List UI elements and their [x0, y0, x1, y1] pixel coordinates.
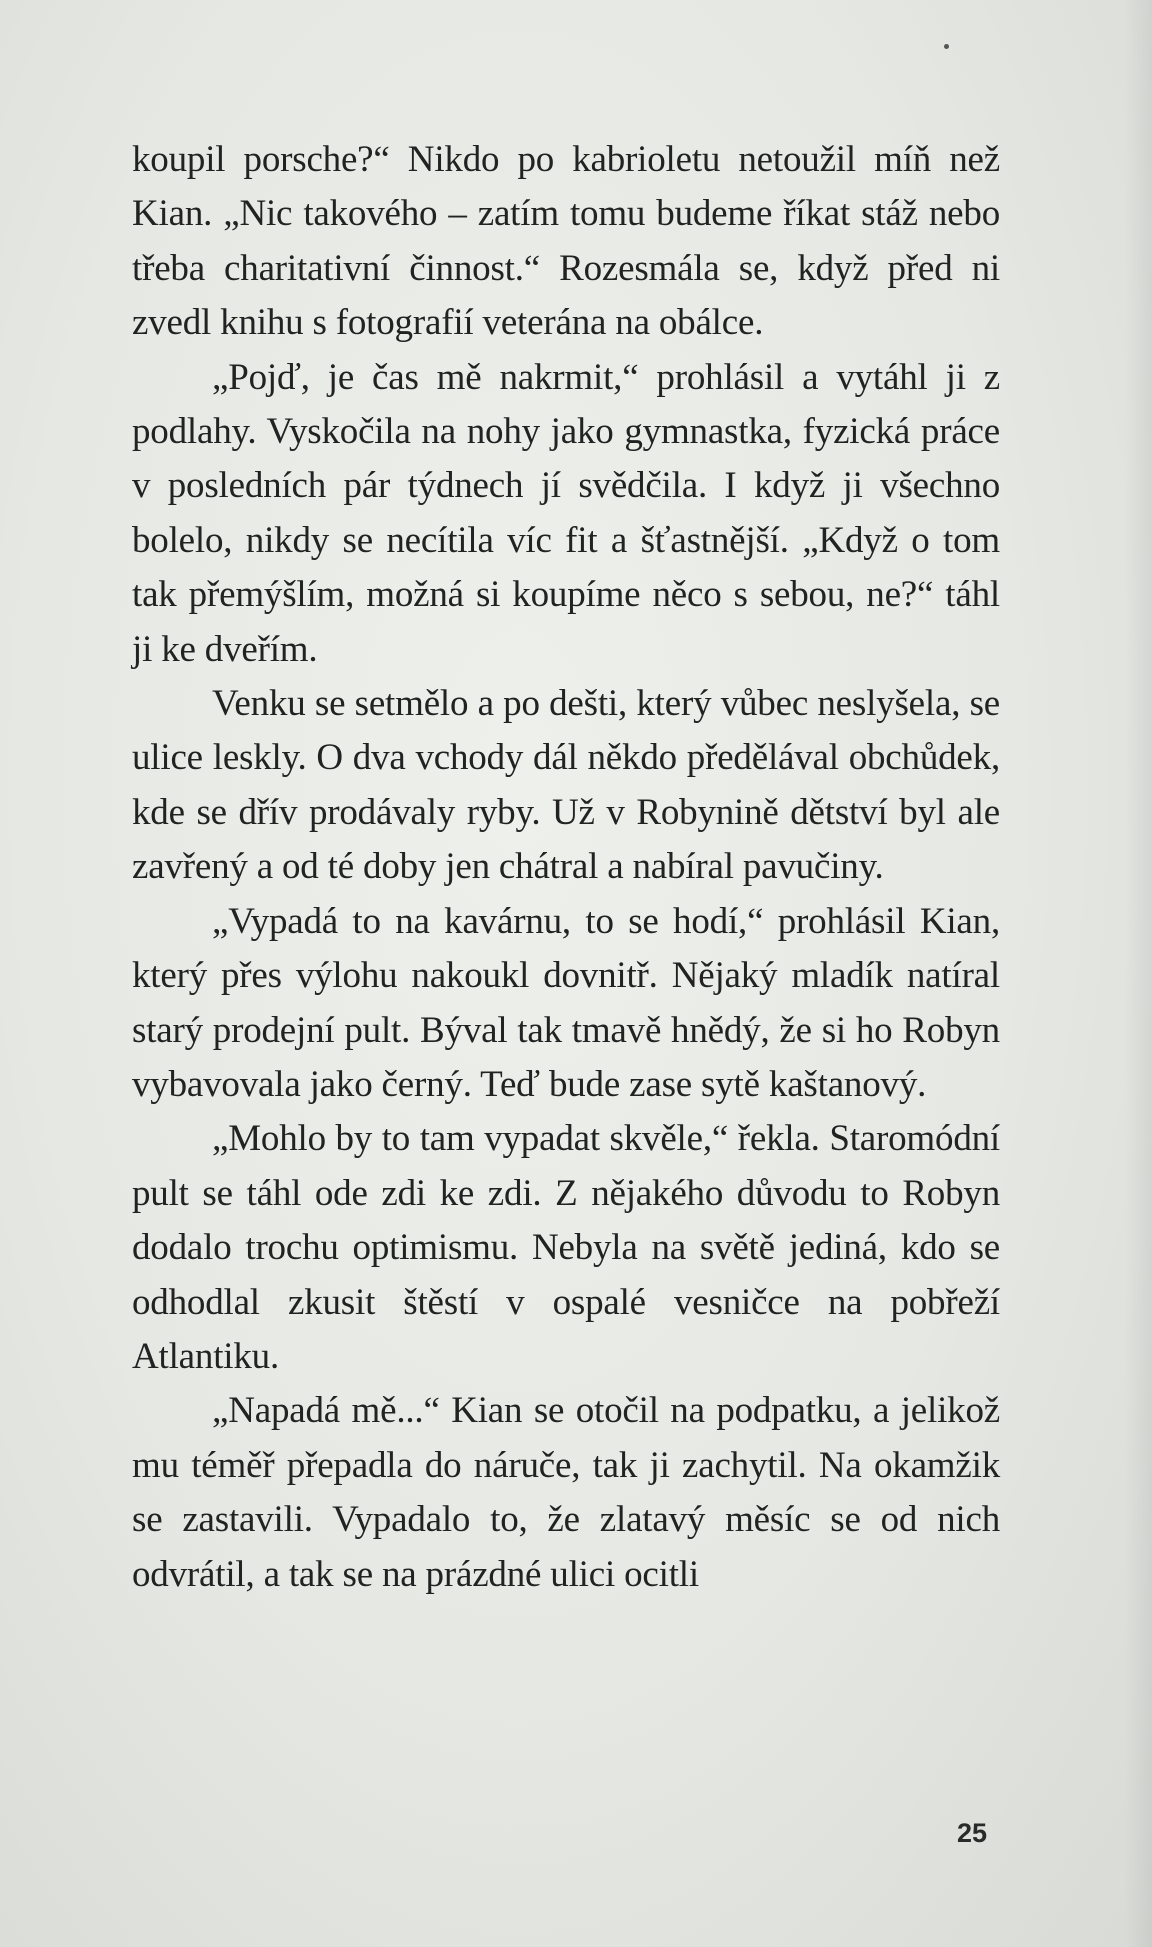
- body-text: [132, 133, 1000, 1602]
- paragraph-2: „Pojď, je čas mě nakrmit,“ prohlásil a vytáhl ji z podlahy. Vyskočila na nohy jako gymnastka, fyzická práce v posledních pár týdnech jí svědčila. I když ji všechno bolelo, nikdy se necítila víc fit a šťastnější. „Když o tom tak přemýšlím, možná si koupíme něco s sebou, ne?“ táhl ji ke dveřím.: [132, 356, 1000, 670]
- paragraph-1: koupil porsche?“ Nikdo po kabrioletu netoužil míň než Kian. „Nic takového – zatím tomu budeme říkat stáž nebo třeba charitativní činnost.“ Rozesmála se, když před ni zvedl knihu s fotografií veterána na obálce.: [132, 139, 1000, 344]
- paragraph-6: „Napadá mě...“ Kian se otočil na podpatku, a jelikož mu téměř přepadla do náruče, tak ji zachytil. Na okamžik se zastavili. Vypadalo to, že zlatavý měsíc se od nich odvrátil, a tak se na prázdné ulici ocitli: [132, 1390, 1000, 1595]
- page-number: 25: [957, 1818, 988, 1848]
- paragraph-3: Venku se setmělo a po dešti, který vůbec neslyšela, se ulice leskly. O dva vchody dál někdo předělával obchůdek, kde se dřív prodávaly ryby. Už v Robynině dětství byl ale zavřený a od té doby jen chátral a nabíral pavučiny.: [132, 683, 1000, 888]
- paragraph-4: „Vypadá to na kavárnu, to se hodí,“ prohlásil Kian, který přes výlohu nakoukl dovnitř. Nějaký mladík natíral starý prodejní pult. Býval tak tmavě hnědý, že si ho Robyn vybavovala jako černý. Teď bude zase sytě kaštanový.: [132, 900, 1000, 1105]
- paragraph-5: „Mohlo by to tam vypadat skvěle,“ řekla. Staromódní pult se táhl ode zdi ke zdi. Z nějakého důvodu to Robyn dodalo trochu optimismu. Nebyla na světě jediná, kdo se odhodlal zkusit štěstí v ospalé vesničce na pobřeží Atlantiku.: [132, 1118, 1000, 1377]
- page-edge-shadow: [1124, 0, 1152, 1947]
- paper-speck: [944, 44, 949, 49]
